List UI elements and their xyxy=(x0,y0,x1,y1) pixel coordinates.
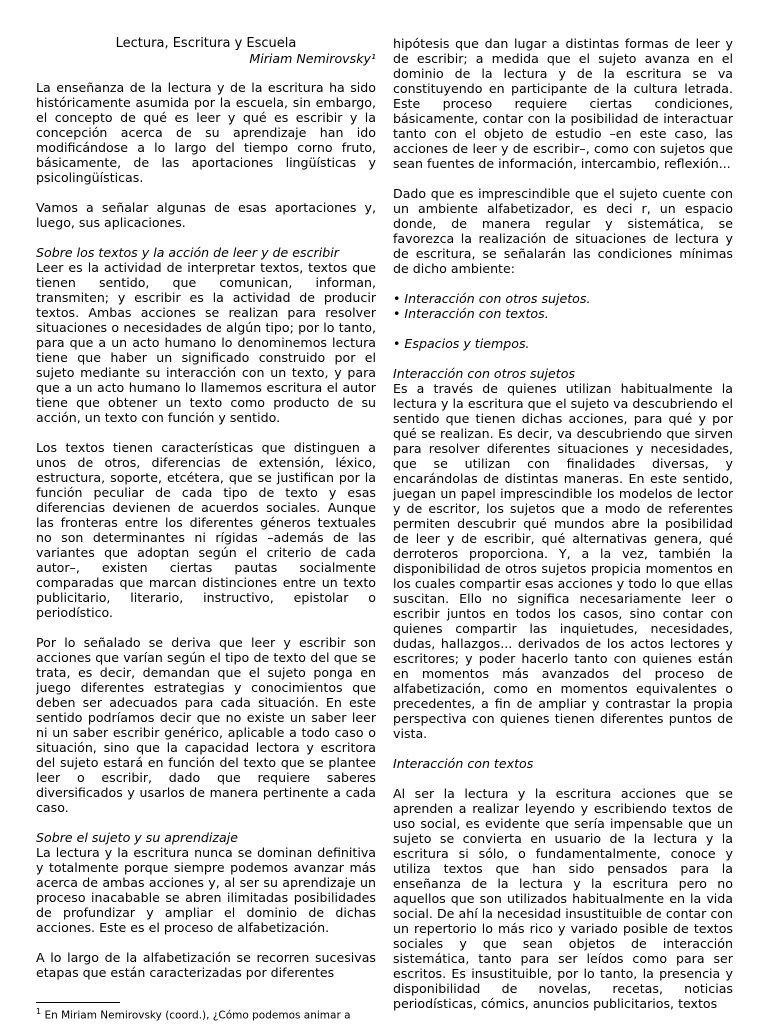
title-block xyxy=(36,36,376,66)
footnote-text: En Miriam Nemirovsky (coord.), ¿Cómo podemos animar a xyxy=(44,1009,351,1022)
footnote xyxy=(36,1005,376,1023)
paragraph: Dado que es imprescindible que el sujeto cuente con un ambiente alfabetizador, es deci r, un espacio donde, de manera regular y sistemática, se favorezca la realización de situaciones de lectura y de escritura, se señalarán las condiciones mínimas de dicho ambiente: xyxy=(393,186,733,276)
footnote-marker: 1 xyxy=(36,1007,42,1016)
paragraph: Los textos tienen características que distinguen a unos de otros, diferencias de extensión, léxico, estructura, soporte, etcétera, que se justifican por la función peculiar de cada tipo de texto y esas diferencias devienen de acuerdos sociales. Aunque las fronteras entre los diferentes géneros textuales no son determinantes ni rígidas –además de las variantes que adoptan según el criterio de cada autor–, existen ciertas pautas socialmente comparadas que marcan distinciones entre un texto publicitario, literario, instructivo, epistolar o periodístico. xyxy=(36,440,376,620)
bullet-item: • Espacios y tiempos. xyxy=(393,336,530,351)
document-title: Lectura, Escritura y Escuela xyxy=(115,36,297,51)
bullet-item: • Interacción con textos. xyxy=(393,306,549,321)
paragraph: La lectura y la escritura nunca se dominan definitiva y totalmente porque siempre podemos avanzar más acerca de ambas acciones y, al ser su aprendizaje un proceso inacabable se abren ilimitadas posibilidades de profundizar y ampliar el dominio de dichas acciones. Este es el proceso de alfabetización. xyxy=(36,845,376,935)
section-heading: Interacción con textos xyxy=(393,756,534,771)
paragraph: La enseñanza de la lectura y de la escritura ha sido históricamente asumida por la escuela, sin embargo, el concepto de qué es leer y qué es escribir y la concepción acerca de su aprendizaje han ido modificándose a lo largo del tiempo corno fruto, básicamente, de las aportaciones lingüísticas y psicolingüísticas. xyxy=(36,80,376,185)
paragraph: A lo largo de la alfabetización se recorren sucesivas etapas que están caracterizadas por diferentes xyxy=(36,950,376,980)
section-heading: Interacción con otros sujetos xyxy=(393,366,576,381)
paragraph: Vamos a señalar algunas de esas aportaciones y, luego, sus aplicaciones. xyxy=(36,200,376,230)
paragraph: Al ser la lectura y la escritura acciones que se aprenden a realizar leyendo y escribiendo textos de uso social, es evidente que sería impensable que un sujeto se convierta en usuario de la lectura y la escritura si sólo, o fundamentalmente, conoce y utiliza textos que han sido pensados para la enseñanza de la lectura y la escritura pero no aquellos que son utilizados habitualmente en la vida social. De ahí la necesidad insustituible de contar con un repertorio lo más rico y variado posible de textos sociales y que sean objetos de interacción sistemática, tanto para ser leídos como para ser escritos. Es insustituible, por lo tanto, la presencia y disponibilidad de novelas, recetas, noticias periodísticas, cómics, anuncios publicitarios, textos xyxy=(393,786,733,1011)
paragraph: Leer es la actividad de interpretar textos, textos que tienen sentido, que comunican, informan, transmiten; y escribir es la actividad de producir textos. Ambas acciones se realizan para resolver situaciones o necesidades de algún tipo; por lo tanto, para que a un acto humano lo denominemos lectura tiene que haber un significado construido por el sujeto mediante su interacción con un texto, y para que a un acto humano lo llamemos escritura el autor tiene que obtener un texto como producto de su acción, un texto con función y sentido. xyxy=(36,260,376,425)
document-author: Miriam Nemirovsky¹ xyxy=(249,51,376,66)
paragraph: Por lo señalado se deriva que leer y escribir son acciones que varían según el tipo de texto del que se trata, es decir, demandan que el sujeto ponga en juego diferentes estrategias y conocimientos que deben ser adecuados para cada situación. En este sentido podríamos decir que no existe un saber leer ni un saber escribir genérico, aplicable a todo caso o situación, sino que la capacidad lectora y escritora del sujeto estará en función del texto que se plantee leer o escribir, dado que requiere saberes diversificados y usarlos de manera pertinente a cada caso. xyxy=(36,635,376,815)
bullet-item: • Interacción con otros sujetos. xyxy=(393,291,591,306)
footnote-divider xyxy=(36,1002,120,1003)
paragraph: hipótesis que dan lugar a distintas formas de leer y de escribir; a medida que el sujeto avanza en el dominio de la lectura y de la escritura se va constituyendo en participante de la cultura letrada. Este proceso requiere ciertas condiciones, básicamente, contar con la posibilidad de interactuar tanto con el objeto de estudio –en este caso, las acciones de leer y de escribir–, como con sujetos que sean fuentes de información, intercambio, reflexión... xyxy=(393,36,733,171)
paragraph: Es a través de quienes utilizan habitualmente la lectura y la escritura que el sujeto va descubriendo el sentido que tienen dichas acciones, para qué y por qué se realizan. Es decir, va descubriendo que sirven para resolver diferentes situaciones y necesidades, que se utilizan con finalidades diversas, y encarándolas de distintas maneras. En este sentido, juegan un papel imprescindible los modelos de lector y de escritor, los sujetos que a modo de referentes permiten descubrir qué mundos abre la posibilidad de leer y de escribir, qué alternativas genera, qué derroteros proporciona. Y, a la vez, también la disponibilidad de otros sujetos propicia momentos en los cuales compartir esas acciones y todo lo que ellas suscitan. Ello no significa necesariamente leer o escribir juntos en todos los casos, sino contar con quienes compartir las inquietudes, necesidades, dudas, hallazgos... derivados de los actos lectores y escritores; y poder hacerlo tanto con quienes están en momentos más avanzados del proceso de alfabetización, como en momentos equivalentes o precedentes, a fin de ampliar y contrastar la propia perspectiva con quienes tienen diferentes puntos de vista. xyxy=(393,381,733,741)
section-heading: Sobre el sujeto y su aprendizaje xyxy=(36,830,238,845)
document-page xyxy=(0,36,768,1024)
section-heading: Sobre los textos y la acción de leer y de escribir xyxy=(36,245,339,260)
